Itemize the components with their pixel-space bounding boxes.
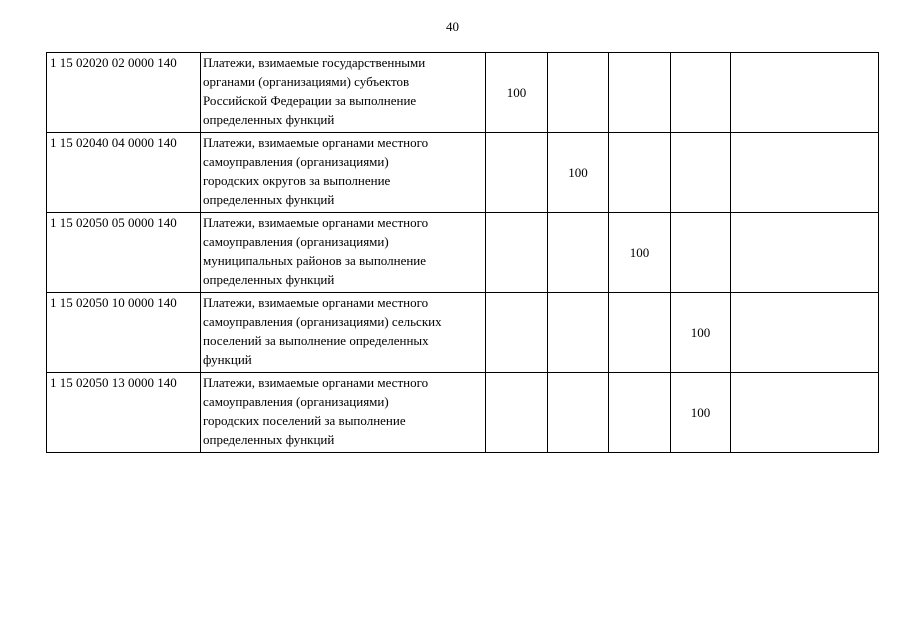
revenue-distribution-table bbox=[46, 52, 879, 453]
revenue-name-line: Платежи, взимаемые органами местного bbox=[203, 375, 429, 390]
norm-cell-3 bbox=[609, 293, 671, 373]
norm-cell-5 bbox=[731, 293, 879, 373]
revenue-name-line: самоуправления (организациями) bbox=[203, 234, 389, 249]
norm-cell-2 bbox=[548, 213, 609, 293]
norm-cell-1: 100 bbox=[486, 53, 548, 133]
revenue-name-line: определенных функций bbox=[203, 192, 335, 207]
revenue-name-line: Российской Федерации за выполнение bbox=[203, 93, 417, 108]
norm-cell-2 bbox=[548, 293, 609, 373]
norm-cell-3 bbox=[609, 53, 671, 133]
revenue-name-cell bbox=[201, 293, 486, 373]
table-row bbox=[47, 213, 879, 293]
budget-code-cell: 1 15 02020 02 0000 140 bbox=[47, 53, 201, 133]
revenue-name-line: органами (организациями) субъектов bbox=[203, 74, 410, 89]
norm-cell-4: 100 bbox=[671, 373, 731, 453]
norm-cell-4 bbox=[671, 213, 731, 293]
norm-cell-5 bbox=[731, 373, 879, 453]
revenue-name-line: самоуправления (организациями) bbox=[203, 394, 389, 409]
norm-cell-4 bbox=[671, 133, 731, 213]
budget-code-cell: 1 15 02050 13 0000 140 bbox=[47, 373, 201, 453]
norm-cell-4: 100 bbox=[671, 293, 731, 373]
revenue-name-cell bbox=[201, 373, 486, 453]
budget-code-cell: 1 15 02040 04 0000 140 bbox=[47, 133, 201, 213]
norm-cell-1 bbox=[486, 293, 548, 373]
norm-cell-1 bbox=[486, 373, 548, 453]
revenue-name-line: определенных функций bbox=[203, 112, 335, 127]
revenue-name-line: городских округов за выполнение bbox=[203, 173, 391, 188]
norm-cell-3 bbox=[609, 373, 671, 453]
table-row bbox=[47, 293, 879, 373]
norm-cell-3 bbox=[609, 133, 671, 213]
revenue-name-line: поселений за выполнение определенных bbox=[203, 333, 429, 348]
budget-code-cell: 1 15 02050 05 0000 140 bbox=[47, 213, 201, 293]
norm-cell-5 bbox=[731, 213, 879, 293]
revenue-name-line: самоуправления (организациями) bbox=[203, 154, 389, 169]
revenue-name-line: Платежи, взимаемые органами местного bbox=[203, 215, 429, 230]
norm-cell-2: 100 bbox=[548, 133, 609, 213]
norm-cell-2 bbox=[548, 373, 609, 453]
table-row bbox=[47, 373, 879, 453]
page-number: 40 bbox=[446, 19, 459, 34]
budget-code-cell: 1 15 02050 10 0000 140 bbox=[47, 293, 201, 373]
revenue-name-line: функций bbox=[203, 352, 252, 367]
norm-cell-5 bbox=[731, 133, 879, 213]
revenue-name-line: Платежи, взимаемые органами местного bbox=[203, 135, 429, 150]
norm-cell-1 bbox=[486, 213, 548, 293]
table-row bbox=[47, 133, 879, 213]
norm-cell-1 bbox=[486, 133, 548, 213]
revenue-name-line: Платежи, взимаемые государственными bbox=[203, 55, 426, 70]
table-row bbox=[47, 53, 879, 133]
norm-cell-3: 100 bbox=[609, 213, 671, 293]
revenue-name-line: городских поселений за выполнение bbox=[203, 413, 406, 428]
revenue-name-line: Платежи, взимаемые органами местного bbox=[203, 295, 429, 310]
norm-cell-2 bbox=[548, 53, 609, 133]
revenue-name-line: определенных функций bbox=[203, 272, 335, 287]
norm-cell-4 bbox=[671, 53, 731, 133]
revenue-name-line: определенных функций bbox=[203, 432, 335, 447]
revenue-name-line: муниципальных районов за выполнение bbox=[203, 253, 427, 268]
revenue-name-cell bbox=[201, 213, 486, 293]
revenue-name-line: самоуправления (организациями) сельских bbox=[203, 314, 442, 329]
revenue-name-cell bbox=[201, 133, 486, 213]
revenue-name-cell bbox=[201, 53, 486, 133]
norm-cell-5 bbox=[731, 53, 879, 133]
